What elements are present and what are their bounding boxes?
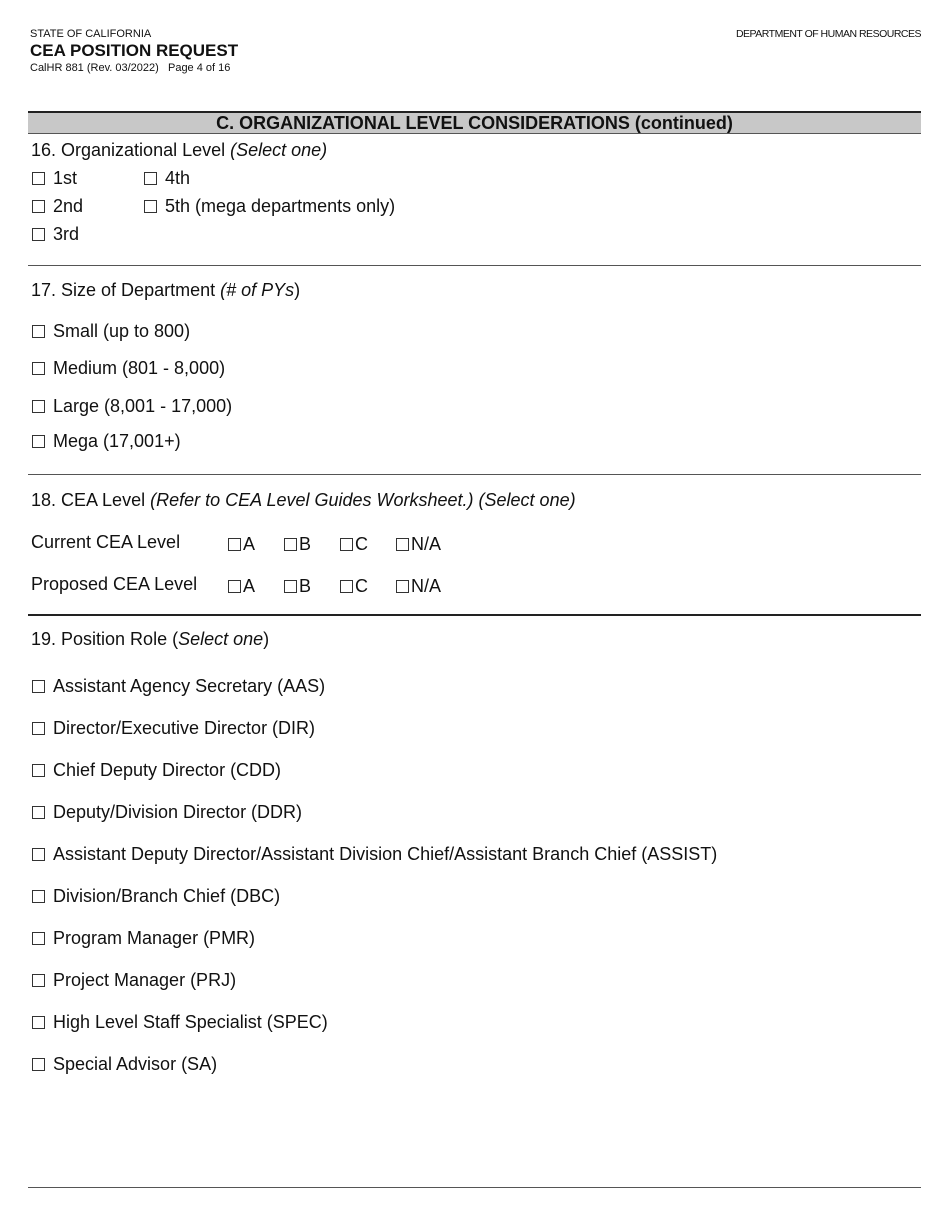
option-label: B xyxy=(299,534,312,554)
checkbox[interactable] xyxy=(32,764,45,777)
checkbox[interactable] xyxy=(32,228,45,241)
form-title: CEA POSITION REQUEST xyxy=(30,41,239,60)
checkbox[interactable] xyxy=(32,848,45,861)
q19-option-aas[interactable] xyxy=(32,676,325,697)
option-label: Deputy/Division Director (DDR) xyxy=(53,802,303,822)
q19-option-dbc[interactable] xyxy=(32,886,280,907)
q16-option-4th[interactable] xyxy=(144,168,190,189)
option-label: Chief Deputy Director (CDD) xyxy=(53,760,282,780)
checkbox[interactable] xyxy=(32,435,45,448)
form-number: CalHR 881 (Rev. 03/2022) xyxy=(30,62,159,74)
checkbox[interactable] xyxy=(396,538,409,551)
proposed-cea-option-a[interactable] xyxy=(228,576,255,597)
q17-hint: (# of PYs xyxy=(220,280,295,300)
q19-option-pmr[interactable] xyxy=(32,928,255,949)
q17-option-medium[interactable] xyxy=(32,358,225,379)
q18-hint: (Refer to CEA Level Guides Worksheet.) (Select one) xyxy=(150,490,576,510)
option-label: N/A xyxy=(411,576,442,596)
checkbox[interactable] xyxy=(32,1016,45,1029)
q18-label xyxy=(31,490,576,511)
checkbox[interactable] xyxy=(32,200,45,213)
q19-option-sa[interactable] xyxy=(32,1054,217,1075)
q19-hint: Select one xyxy=(178,629,264,649)
option-label: B xyxy=(299,576,312,596)
divider xyxy=(28,474,921,475)
q19-close: ) xyxy=(263,629,270,649)
state-label: STATE OF CALIFORNIA xyxy=(30,28,152,40)
current-cea-option-na[interactable] xyxy=(396,534,441,555)
section-header: C. ORGANIZATIONAL LEVEL CONSIDERATIONS (continued) xyxy=(28,111,921,134)
checkbox[interactable] xyxy=(32,172,45,185)
page-number: Page 4 of 16 xyxy=(167,62,231,74)
checkbox[interactable] xyxy=(396,580,409,593)
current-cea-option-b[interactable] xyxy=(284,534,311,555)
option-label: High Level Staff Specialist (SPEC) xyxy=(53,1012,328,1032)
footer-divider xyxy=(28,1187,921,1188)
q17-option-large[interactable] xyxy=(32,396,232,417)
q19-label xyxy=(31,629,269,650)
option-label: Director/Executive Director (DIR) xyxy=(53,718,316,738)
q19-text: 19. Position Role ( xyxy=(31,629,179,649)
option-label: C xyxy=(355,534,368,554)
checkbox[interactable] xyxy=(32,890,45,903)
department-label: DEPARTMENT OF HUMAN RESOURCES xyxy=(735,28,921,40)
option-label: Project Manager (PRJ) xyxy=(53,970,237,990)
q16-option-5th[interactable] xyxy=(144,196,395,217)
checkbox[interactable] xyxy=(228,538,241,551)
q19-option-prj[interactable] xyxy=(32,970,236,991)
option-label: Program Manager (PMR) xyxy=(53,928,256,948)
checkbox[interactable] xyxy=(284,580,297,593)
checkbox[interactable] xyxy=(32,680,45,693)
q19-option-ddr[interactable] xyxy=(32,802,302,823)
proposed-cea-option-b[interactable] xyxy=(284,576,311,597)
option-label: C xyxy=(355,576,368,596)
option-label: Special Advisor (SA) xyxy=(53,1054,218,1074)
proposed-cea-level-label: Proposed CEA Level xyxy=(31,574,198,594)
divider xyxy=(28,614,921,616)
proposed-cea-option-c[interactable] xyxy=(340,576,368,597)
option-label: Mega (17,001+) xyxy=(53,431,181,451)
proposed-cea-option-na[interactable] xyxy=(396,576,441,597)
option-label: Medium (801 - 8,000) xyxy=(53,358,226,378)
checkbox[interactable] xyxy=(340,580,353,593)
q17-label xyxy=(31,280,300,301)
checkbox[interactable] xyxy=(32,362,45,375)
option-label: A xyxy=(243,534,256,554)
option-label: 4th xyxy=(165,168,191,188)
q16-option-2nd[interactable] xyxy=(32,196,83,217)
q16-hint: (Select one) xyxy=(230,140,328,160)
option-label: A xyxy=(243,576,256,596)
checkbox[interactable] xyxy=(144,172,157,185)
checkbox[interactable] xyxy=(32,806,45,819)
option-label: Division/Branch Chief (DBC) xyxy=(53,886,281,906)
q16-option-1st[interactable] xyxy=(32,168,77,189)
q19-option-dir[interactable] xyxy=(32,718,315,739)
checkbox[interactable] xyxy=(32,400,45,413)
q17-close: ) xyxy=(294,280,301,300)
current-cea-option-c[interactable] xyxy=(340,534,368,555)
option-label: Large (8,001 - 17,000) xyxy=(53,396,233,416)
q19-option-spec[interactable] xyxy=(32,1012,328,1033)
checkbox[interactable] xyxy=(144,200,157,213)
checkbox[interactable] xyxy=(228,580,241,593)
q19-option-assist[interactable] xyxy=(32,844,717,865)
option-label: Assistant Deputy Director/Assistant Division Chief/Assistant Branch Chief (ASSIST) xyxy=(53,844,718,864)
q17-option-small[interactable] xyxy=(32,321,190,342)
current-cea-level-label: Current CEA Level xyxy=(31,532,181,552)
checkbox[interactable] xyxy=(340,538,353,551)
checkbox[interactable] xyxy=(284,538,297,551)
checkbox[interactable] xyxy=(32,974,45,987)
option-label: 2nd xyxy=(53,196,84,216)
checkbox[interactable] xyxy=(32,932,45,945)
q17-option-mega[interactable] xyxy=(32,431,181,452)
q16-text: 16. Organizational Level xyxy=(31,140,231,160)
option-label: Small (up to 800) xyxy=(53,321,191,341)
q19-option-cdd[interactable] xyxy=(32,760,281,781)
divider xyxy=(28,265,921,266)
form-id xyxy=(30,62,230,74)
option-label: N/A xyxy=(411,534,442,554)
current-cea-option-a[interactable] xyxy=(228,534,255,555)
checkbox[interactable] xyxy=(32,722,45,735)
option-label: Assistant Agency Secretary (AAS) xyxy=(53,676,326,696)
q16-option-3rd[interactable] xyxy=(32,224,79,245)
checkbox[interactable] xyxy=(32,325,45,338)
q17-text: 17. Size of Department xyxy=(31,280,221,300)
q18-text: 18. CEA Level xyxy=(31,490,151,510)
option-label: 1st xyxy=(53,168,78,188)
q16-label xyxy=(31,140,327,161)
checkbox[interactable] xyxy=(32,1058,45,1071)
option-label: 3rd xyxy=(53,224,80,244)
option-label: 5th (mega departments only) xyxy=(165,196,396,216)
